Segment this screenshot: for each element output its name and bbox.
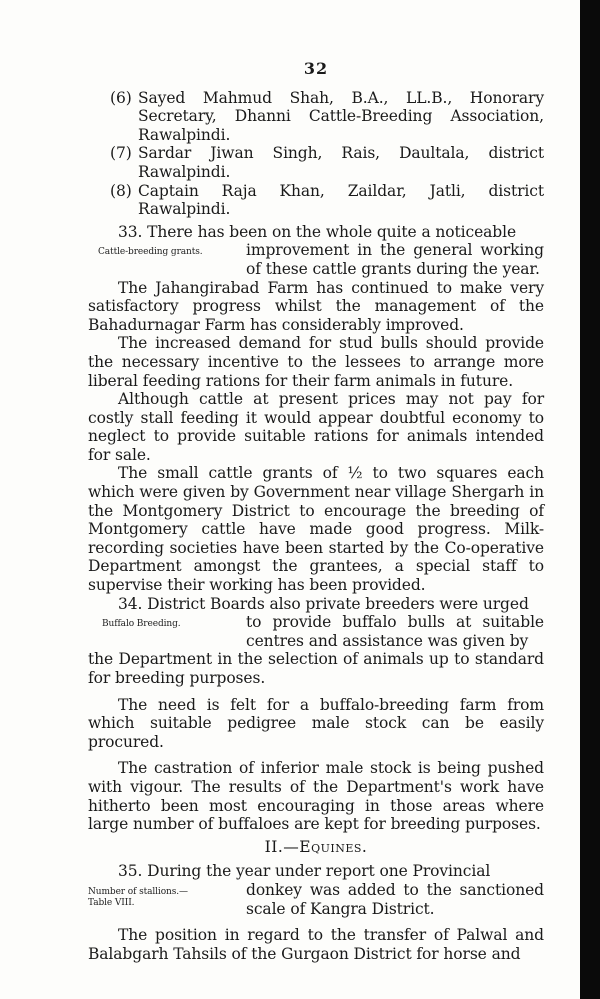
margin-note-number-of-stallions (88, 887, 188, 909)
section-34-with-margin (88, 613, 544, 650)
margin-note-line: Table VIII. (88, 897, 135, 908)
margin-note-line: Number of stallions.— (88, 886, 188, 897)
section-34-rest: the Department in the selection of animals up to standard for breeding purposes. (88, 650, 544, 687)
paragraph: The castration of inferior male stock is being pushed with vigour. The results of the Department's work have hitherto been most encouraging in those areas where large number of buffaloes are kept for breeding purposes. (88, 759, 544, 834)
list-number: (7) (110, 144, 132, 163)
paragraph: The Jahangirabad Farm has continued to make very satisfactory progress whilst the management of the Bahadurnagar Farm has considerably improved. (88, 278, 544, 334)
list-number: (8) (110, 181, 132, 200)
section-35-first-line: 35. During the year under report one Provincial (118, 862, 491, 881)
section-33-continuation: improvement in the general working of these cattle grants during the year. (246, 241, 544, 278)
section-34-continuation: to provide buffalo bulls at suitable centres and assistance was given by (246, 613, 544, 650)
margin-note-buffalo-breeding: Buffalo Breeding. (102, 619, 181, 630)
paragraph: The increased demand for stud bulls should provide the necessary incentive to the lessees to arrange more liberal feeding rations for their farm animals in future. (88, 334, 544, 390)
paragraph: The need is felt for a buffalo-breeding farm from which suitable pedigree male stock can be easily procured. (88, 695, 544, 751)
section-33-with-margin (88, 241, 544, 278)
document-page (88, 60, 544, 963)
list-text: Sardar Jiwan Singh, Rais, Daultala, district Rawalpindi. (138, 144, 544, 181)
scan-edge (580, 0, 600, 999)
section-35-with-margin (88, 881, 544, 918)
list-item (88, 89, 544, 145)
margin-note-cattle-breeding: Cattle-breeding grants. (98, 247, 203, 258)
section-34-first-line: 34. District Boards also private breeders were urged (118, 594, 529, 613)
list-text: Captain Raja Khan, Zaildar, Jatli, district Rawalpindi. (138, 181, 544, 219)
section-heading: II.—Equines. (264, 837, 368, 856)
paragraph: The position in regard to the transfer of Palwal and Balabgarh Tahsils of the Gurgaon District for horse and (88, 926, 544, 963)
section-35-continuation: donkey was added to the sanctioned scale of Kangra District. (246, 880, 544, 918)
section-33-first-line: 33. There has been on the whole quite a noticeable (118, 222, 517, 241)
page-number: 32 (303, 59, 329, 78)
list-text: Sayed Mahmud Shah, B.A., LL.B., Honorary Secretary, Dhanni Cattle-Breeding Association, Rawalpindi. (138, 88, 544, 144)
paragraph: Although cattle at present prices may not pay for costly stall feeding it would appear doubtful economy to neglect to provide suitable rations for animals intended for sale. (88, 390, 544, 464)
paragraph: The small cattle grants of ½ to two squares each which were given by Government near village Shergarh in the Montgomery District to encourage the breeding of Montgomery cattle have made good progress. Milk-recording societies have been started by the Co-operative Department amongst the grantees, a special staff to supervise their working has been provided. (88, 464, 544, 595)
list-item (88, 182, 544, 219)
list-item (88, 144, 544, 181)
list-number: (6) (110, 88, 132, 107)
